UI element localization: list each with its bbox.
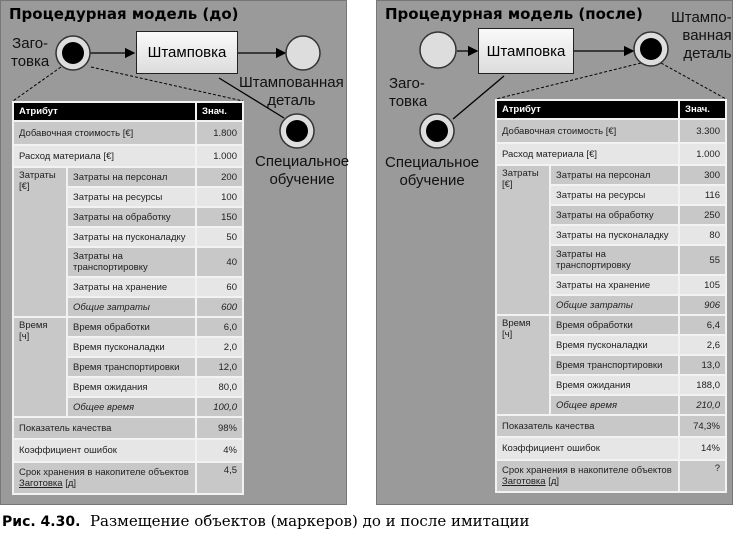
table-cell: 116 [679, 185, 726, 205]
table-row [13, 462, 243, 494]
table-row [496, 460, 726, 492]
table-cell: 60 [196, 277, 243, 297]
panel-after [376, 0, 733, 505]
table-cell: Добавочная стоимость [€] [13, 121, 196, 145]
table-header: Атрибут [13, 102, 196, 121]
table-cell: Затраты на обработку [67, 207, 196, 227]
table-cell: 906 [679, 295, 726, 315]
attribute-table [495, 99, 727, 493]
table-row [496, 415, 726, 437]
table-row [13, 167, 243, 187]
table-cell: Затраты на пусконаладку [550, 225, 679, 245]
table-header-row [13, 102, 243, 121]
table-cell: 600 [196, 297, 243, 317]
figure-number: Рис. 4.30. [2, 514, 81, 530]
table-cell: 4% [196, 439, 243, 462]
table-cell: Затраты на персонал [550, 165, 679, 185]
table-cell: 50 [196, 227, 243, 247]
table-row [496, 119, 726, 143]
table-row [13, 145, 243, 167]
table-cell: 150 [196, 207, 243, 227]
table-cell: Общие затраты [550, 295, 679, 315]
table-cell: 210,0 [679, 395, 726, 415]
table-cell: Затраты на ресурсы [67, 187, 196, 207]
table-cell: 80,0 [196, 377, 243, 397]
table-cell: Расход материала [€] [496, 143, 679, 165]
figure-caption [2, 512, 530, 530]
table-cell [496, 460, 679, 492]
table-cell: 3.300 [679, 119, 726, 143]
storage-unit: [д] [548, 476, 560, 487]
table-cell: Время ожидания [550, 375, 679, 395]
table-cell: Время пусконаладки [67, 337, 196, 357]
storage-unit: [д] [65, 478, 77, 489]
place-input-marked [56, 36, 90, 70]
table-cell: 2,6 [679, 335, 726, 355]
place-training-marked [280, 114, 314, 148]
node-label-training: Специальное обучение [255, 153, 350, 188]
table-row [13, 439, 243, 462]
table-cell: 74,3% [679, 415, 726, 437]
group-label: Затраты [€] [13, 167, 67, 317]
table-header: Знач. [679, 100, 726, 119]
table-cell: 100 [196, 187, 243, 207]
table-header: Атрибут [496, 100, 679, 119]
table-row [496, 315, 726, 335]
table-cell: Затраты на хранение [550, 275, 679, 295]
table-cell: Расход материала [€] [13, 145, 196, 167]
group-label: Время [ч] [496, 315, 550, 415]
table-cell: Затраты на обработку [550, 205, 679, 225]
table-row [13, 417, 243, 439]
table-row [496, 437, 726, 460]
place-output-marked [634, 32, 668, 66]
table-cell: Затраты на транспортировку [550, 245, 679, 275]
node-label-input: Заго- товка [389, 75, 428, 110]
node-label-input: Заго- товка [11, 35, 50, 70]
callout-line [661, 63, 726, 99]
table-cell: Общие затраты [67, 297, 196, 317]
table-cell: Время транспортировки [67, 357, 196, 377]
table-cell: 40 [196, 247, 243, 277]
table-cell: Показатель качества [13, 417, 196, 439]
table-cell: Коэффициент ошибок [13, 439, 196, 462]
table-cell: 1.800 [196, 121, 243, 145]
panel-title: Процедурная модель (после) [385, 5, 643, 23]
storage-object-link[interactable]: Заготовка [502, 476, 546, 487]
node-label-output: Штампо- ванная деталь [671, 9, 732, 62]
panel-title: Процедурная модель (до) [9, 5, 239, 23]
table-cell: 14% [679, 437, 726, 460]
table-cell: 12,0 [196, 357, 243, 377]
table-cell: Общее время [67, 397, 196, 417]
callout-line [13, 67, 61, 101]
transition-stamping: Штамповка [136, 31, 238, 74]
place-training-marked [420, 114, 454, 148]
table-cell: ? [679, 460, 726, 492]
table-cell: 250 [679, 205, 726, 225]
group-label: Затраты [€] [496, 165, 550, 315]
table-cell: Время ожидания [67, 377, 196, 397]
table-cell: 98% [196, 417, 243, 439]
table-row [13, 121, 243, 145]
table-cell: Время пусконаладки [550, 335, 679, 355]
storage-object-link[interactable]: Заготовка [19, 478, 63, 489]
table-cell: 1.000 [196, 145, 243, 167]
table-cell: 100,0 [196, 397, 243, 417]
table-cell: Затраты на персонал [67, 167, 196, 187]
panel-before [0, 0, 350, 505]
table-cell: Затраты на ресурсы [550, 185, 679, 205]
storage-label: Срок хранения в накопителе объектов [502, 465, 672, 476]
table-row [13, 317, 243, 337]
table-cell: 188,0 [679, 375, 726, 395]
storage-label: Срок хранения в накопителе объектов [19, 467, 189, 478]
table-cell: Время обработки [67, 317, 196, 337]
table-cell: Время транспортировки [550, 355, 679, 375]
table-row [496, 165, 726, 185]
table-cell: 2,0 [196, 337, 243, 357]
table-cell: Затраты на хранение [67, 277, 196, 297]
table-cell: 4,5 [196, 462, 243, 494]
transition-stamping: Штамповка [478, 28, 574, 74]
table-cell: Добавочная стоимость [€] [496, 119, 679, 143]
table-cell: Затраты на пусконаладку [67, 227, 196, 247]
table-cell: 13,0 [679, 355, 726, 375]
table-cell: 300 [679, 165, 726, 185]
table-cell: Показатель качества [496, 415, 679, 437]
table-cell: 105 [679, 275, 726, 295]
table-cell: 200 [196, 167, 243, 187]
place-input-empty [420, 32, 456, 68]
attribute-table [12, 101, 244, 495]
table-cell: Коэффициент ошибок [496, 437, 679, 460]
group-label: Время [ч] [13, 317, 67, 417]
caption-text: Размещение объектов (маркеров) до и после имитации [89, 512, 530, 530]
table-cell: 55 [679, 245, 726, 275]
node-label-output: Штампованная деталь [239, 74, 344, 109]
table-cell: Общее время [550, 395, 679, 415]
table-cell [13, 462, 196, 494]
node-label-training: Специальное обучение [385, 154, 480, 189]
table-cell: 80 [679, 225, 726, 245]
table-cell: 6,0 [196, 317, 243, 337]
table-cell: 6,4 [679, 315, 726, 335]
place-output-empty [286, 36, 320, 70]
table-row [496, 143, 726, 165]
table-cell: Время обработки [550, 315, 679, 335]
table-header-row [496, 100, 726, 119]
table-cell: Затраты на транспортировку [67, 247, 196, 277]
table-cell: 1.000 [679, 143, 726, 165]
table-header: Знач. [196, 102, 243, 121]
